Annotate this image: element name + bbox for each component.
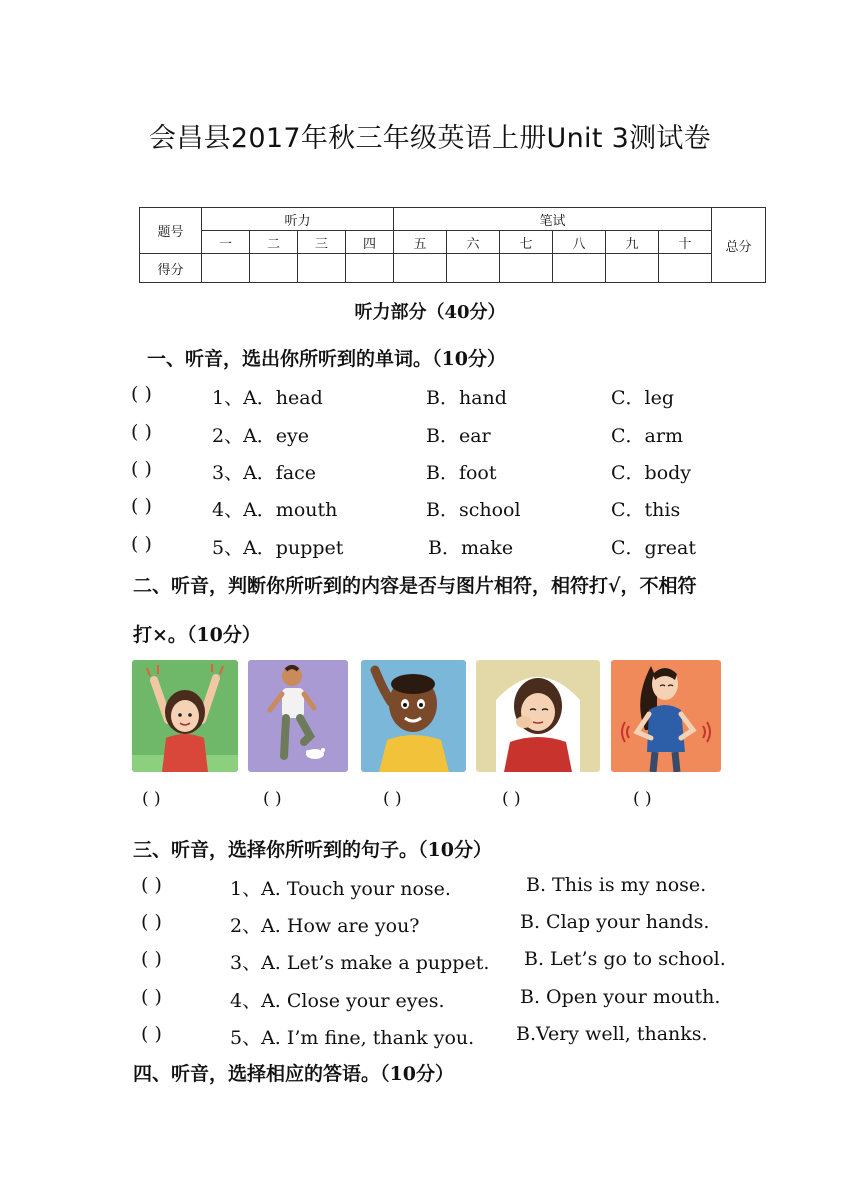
sentence-b: B.Very well, thanks. [516, 1023, 708, 1045]
sentence-a: 5、A. I’m fine, thank you. [230, 1027, 475, 1049]
section1-heading: 一、听音，选出你所听到的单词。（10分） [147, 348, 506, 370]
score-cell[interactable] [250, 254, 298, 283]
score-cell[interactable] [447, 254, 500, 283]
option-a: 1、A．head [212, 387, 323, 409]
score-cell[interactable] [500, 254, 553, 283]
picture-girl-hands-on-hips [611, 660, 721, 772]
question-number: 十 [659, 231, 712, 254]
sentence-b: B. Open your mouth. [520, 986, 721, 1008]
question-number: 五 [394, 231, 447, 254]
question-number: 二 [250, 231, 298, 254]
question-number: 三 [298, 231, 346, 254]
option-c: C．great [611, 537, 696, 559]
answer-blank[interactable]: ( ) [141, 911, 162, 933]
sentence-b: B. Let’s go to school. [524, 948, 726, 970]
score-label: 得分 [140, 254, 202, 283]
total-header: 总分 [712, 208, 766, 283]
score-cell[interactable] [606, 254, 659, 283]
writing-header: 笔试 [394, 208, 712, 231]
picture-answer-blank[interactable]: ( ) [502, 789, 521, 809]
question-number: 九 [606, 231, 659, 254]
option-c: C．leg [611, 387, 675, 409]
sentence-a: 4、A. Close your eyes. [230, 990, 445, 1012]
score-cell[interactable] [659, 254, 712, 283]
picture-answer-blank[interactable]: ( ) [633, 789, 652, 809]
section4-heading: 四、听音，选择相应的答语。（10分） [133, 1063, 454, 1085]
option-b: B．ear [426, 425, 491, 447]
picture-answer-blank[interactable]: ( ) [383, 789, 402, 809]
picture-answer-blank[interactable]: ( ) [263, 789, 282, 809]
option-a: 2、A．eye [212, 425, 310, 447]
score-cell[interactable] [394, 254, 447, 283]
option-a: 3、A．face [212, 462, 317, 484]
listening-part-header: 听力部分（40分） [354, 302, 506, 323]
score-cell[interactable] [202, 254, 250, 283]
picture-boy-stamping-foot [248, 660, 348, 772]
picture-boy-touching-head [361, 660, 466, 772]
question-number: 一 [202, 231, 250, 254]
section3-heading: 三、听音，选择你所听到的句子。（10分） [133, 839, 492, 861]
question-number: 四 [346, 231, 394, 254]
score-cell[interactable] [298, 254, 346, 283]
question-number: 八 [553, 231, 606, 254]
answer-blank[interactable]: ( ) [141, 986, 162, 1008]
question-number: 七 [500, 231, 553, 254]
answer-blank[interactable]: ( ) [141, 948, 162, 970]
question-number: 六 [447, 231, 500, 254]
score-table [139, 207, 766, 283]
answer-blank[interactable]: ( ) [141, 1023, 162, 1045]
option-a: 5、A．puppet [212, 537, 344, 559]
score-cell[interactable] [346, 254, 394, 283]
option-c: C．this [611, 499, 681, 521]
sentence-b: B. Clap your hands. [520, 911, 710, 933]
option-a: 4、A．mouth [212, 499, 338, 521]
picture-girl-hand-on-cheek [476, 660, 600, 772]
option-b: B．foot [426, 462, 497, 484]
section2-heading-cont: 打×。（10分） [133, 624, 261, 646]
picture-answer-blank[interactable]: ( ) [142, 789, 161, 809]
option-c: C．arm [611, 425, 683, 447]
section2-heading: 二、听音，判断你所听到的内容是否与图片相符，相符打√，不相符 [133, 575, 697, 597]
page-title: 会昌县2017年秋三年级英语上册Unit 3测试卷 [149, 123, 711, 154]
answer-blank[interactable]: ( ) [131, 495, 152, 517]
answer-blank[interactable]: ( ) [131, 383, 152, 405]
option-b: B．school [426, 499, 521, 521]
option-c: C．body [611, 462, 692, 484]
answer-blank[interactable]: ( ) [131, 421, 152, 443]
answer-blank[interactable]: ( ) [141, 874, 162, 896]
option-b: B．make [428, 537, 514, 559]
answer-blank[interactable]: ( ) [131, 533, 152, 555]
score-cell[interactable] [553, 254, 606, 283]
option-b: B．hand [426, 387, 507, 409]
question-number-header: 题号 [140, 208, 202, 254]
sentence-a: 3、A. Let’s make a puppet. [230, 952, 490, 974]
sentence-b: B. This is my nose. [526, 874, 707, 896]
sentence-a: 1、A. Touch your nose. [230, 878, 451, 900]
sentence-a: 2、A. How are you? [230, 915, 420, 937]
picture-girl-raising-arms [132, 660, 238, 772]
listening-header: 听力 [202, 208, 394, 231]
answer-blank[interactable]: ( ) [131, 458, 152, 480]
